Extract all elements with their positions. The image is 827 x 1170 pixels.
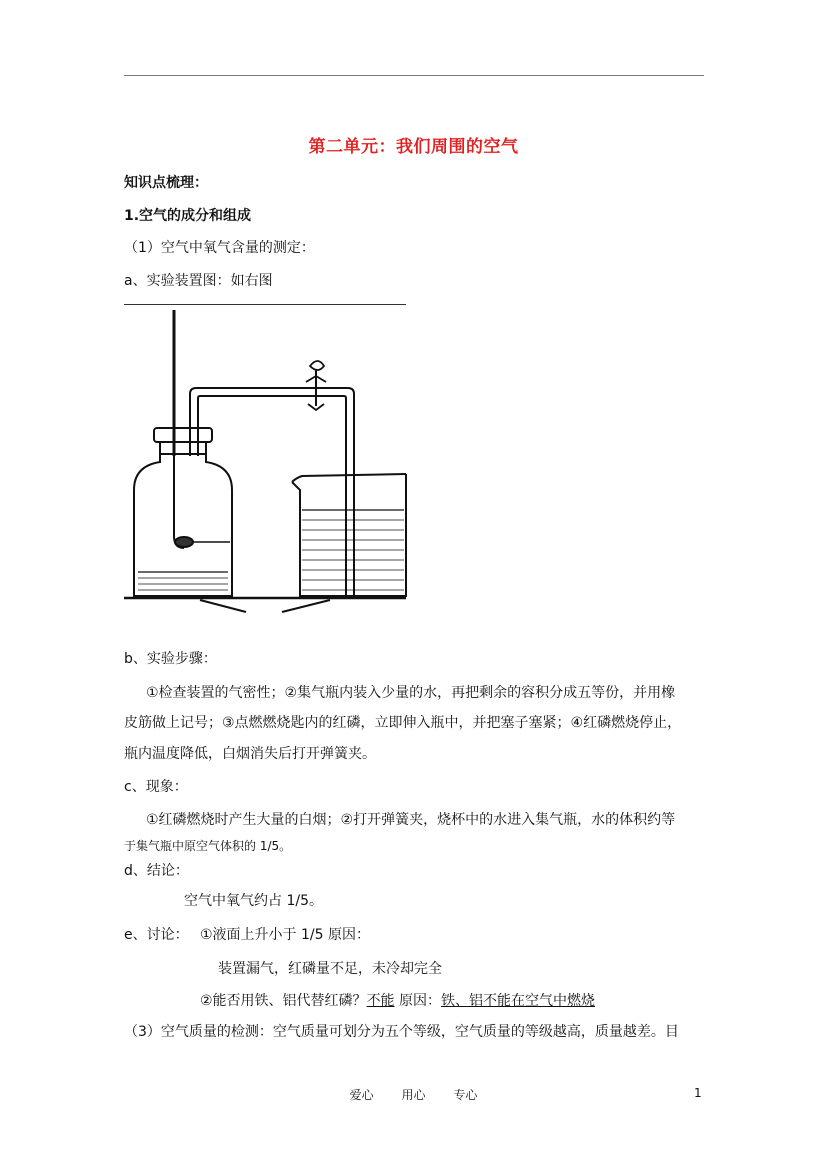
b-text-line2: 皮筋做上记号；③点燃燃烧匙内的红磷，立即伸入瓶中，并把塞子塞紧；④红磷燃烧停止， <box>124 715 682 731</box>
e-question2 <box>200 990 595 1010</box>
footer-c: 专心 <box>453 1088 478 1102</box>
page-number: 1 <box>694 1086 702 1100</box>
page-title: 第二单元：我们周围的空气 <box>308 137 519 157</box>
figure-rule <box>124 304 406 305</box>
b-text-line1: ①检查装置的气密性；②集气瓶内装入少量的水，再把剩余的容积分成五等份，并用橡 <box>146 685 676 701</box>
d-text: 空气中氧气约占 1/5。 <box>184 893 323 909</box>
c-label: c、现象： <box>124 779 188 795</box>
d-label: d、结论： <box>124 863 189 879</box>
item3-text: （3）空气质量的检测：空气质量可划分为五个等级，空气质量的等级越高，质量越差。目 <box>124 1024 679 1040</box>
footer-b: 用心 <box>401 1088 426 1102</box>
e-label: e、讨论： <box>124 927 189 943</box>
e-question2-reason-label: 原因： <box>399 993 442 1009</box>
b-text-line3: 瓶内温度降低，白烟消失后打开弹簧夹。 <box>124 746 376 762</box>
header-rule <box>124 75 704 76</box>
e-answer1: 装置漏气，红磷量不足，未冷却完全 <box>218 961 442 977</box>
e-question2-reason: 铁、铝不能在空气中燃烧 <box>441 993 596 1009</box>
footer <box>0 1086 827 1103</box>
c-text-line1: ①红磷燃烧时产生大量的白烟；②打开弹簧夹，烧杯中的水进入集气瓶，水的体积约等 <box>146 812 676 828</box>
c-text-line2: 于集气瓶中原空气体积的 1/5。 <box>124 839 292 853</box>
item1-text: （1）空气中氧气含量的测定： <box>124 240 315 256</box>
footer-a: 爱心 <box>349 1088 374 1102</box>
apparatus-figure <box>120 306 410 616</box>
section-heading: 知识点梳理： <box>124 175 208 191</box>
a-line: a、实验装置图：如右图 <box>124 273 273 289</box>
subheading: 1.空气的成分和组成 <box>124 208 252 224</box>
e-question1: ①液面上升小于 1/5 原因： <box>200 927 370 943</box>
b-label: b、实验步骤： <box>124 651 217 667</box>
e-question2-prefix: ②能否用铁、铝代替红磷？ <box>200 993 367 1009</box>
e-question2-answer: 不能 <box>366 993 395 1009</box>
